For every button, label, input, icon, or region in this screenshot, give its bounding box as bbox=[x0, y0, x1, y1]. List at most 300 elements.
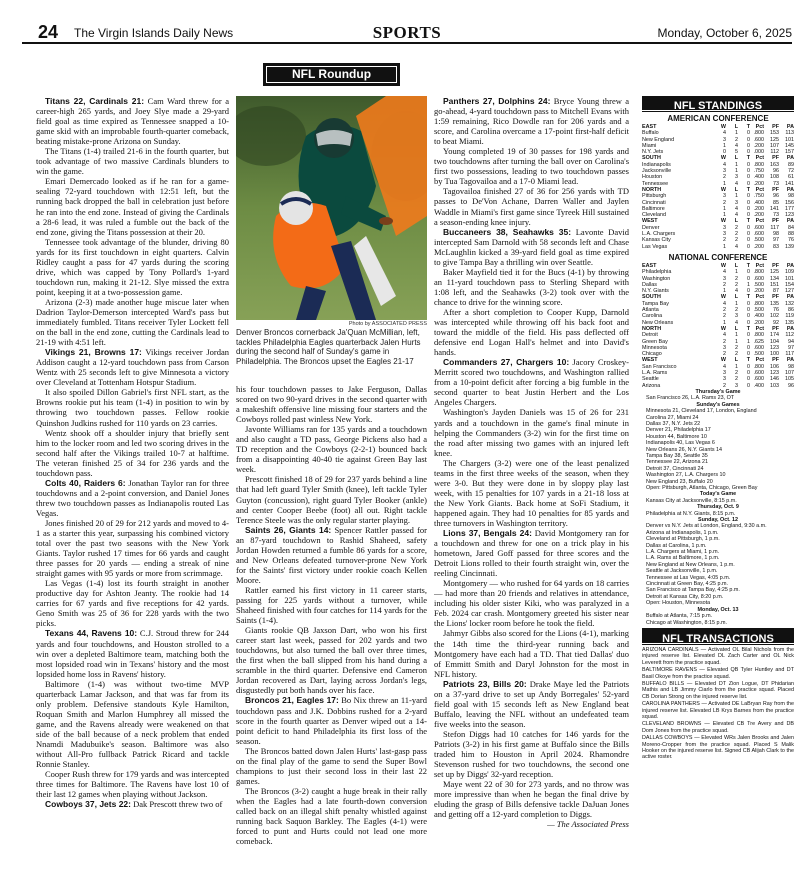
story-paragraph bbox=[36, 679, 229, 769]
stat-cell: 98 bbox=[788, 363, 794, 370]
team-name: N.Y. Jets bbox=[642, 149, 664, 156]
stat-cell: 0 bbox=[747, 193, 750, 200]
paragraph-text: Dak Prescott threw two of bbox=[133, 799, 223, 810]
team-name: Seattle bbox=[642, 376, 659, 383]
stat-cell: .750 bbox=[753, 193, 764, 200]
stat-cell: 2 bbox=[723, 338, 726, 345]
story-paragraph bbox=[236, 585, 427, 625]
stat-cell: 177 bbox=[785, 205, 794, 212]
column-header: Pct bbox=[755, 357, 764, 364]
stat-cell: 1 bbox=[723, 212, 726, 219]
paragraph-text: Javonte Williams ran for 135 yards and a touchdown and also caught a TD pass, George Pickens also had a TD reception and the Cowboys (2-2-1) bounced back from a disappointing 40-40 tie against Green Bay last week. bbox=[236, 424, 427, 475]
stat-cell: 4 bbox=[735, 180, 738, 187]
stat-cell: 157 bbox=[785, 149, 794, 156]
column-header: Pct bbox=[755, 294, 764, 301]
paragraph-text: David Montgomery ran for a touchdown and threw for one on a trick play in his hometown, Jared Goff passed for three scores and the Detroit Lions rolled to their fourth straight win, over the reeling Cincinnati. bbox=[434, 528, 629, 579]
story-paragraph bbox=[36, 769, 229, 799]
stat-cell: .200 bbox=[753, 142, 764, 149]
schedule-line: New England 23, Buffalo 20 bbox=[646, 478, 713, 485]
column-header: PF bbox=[772, 186, 779, 193]
issue-date: Monday, October 6, 2025 bbox=[657, 26, 792, 40]
stat-cell: 1 bbox=[747, 338, 750, 345]
transaction-item: BUFFALO BILLS — Elevated DT Zion Logue, DT Phidarian Mathis and LB Jimmy Ciarlo from the practice squad. Placed CB Dorian Strong on the injured reserve list. bbox=[642, 680, 794, 700]
conference-title: AMERICAN CONFERENCE bbox=[667, 114, 769, 123]
schedule-heading: Monday, Oct. 13 bbox=[697, 606, 739, 613]
schedule-line: San Francisco at Tampa Bay, 4:25 p.m. bbox=[646, 587, 740, 594]
stat-cell: 2 bbox=[735, 376, 738, 383]
stat-cell: 156 bbox=[785, 199, 794, 206]
game-headline: Lions 37, Bengals 24: bbox=[443, 528, 532, 539]
division-name: WEST bbox=[642, 218, 658, 225]
team-name: Cincinnati bbox=[642, 199, 666, 206]
story-paragraph bbox=[236, 525, 427, 585]
paragraph-text: Maye went 22 of 30 for 273 yards, and no throw was more impressive than when he began the final drive by eluding the grasp of Bills defensive tackle DaJuan Jones and getting off a 12-yard completion to Diggs. bbox=[434, 779, 629, 820]
stat-cell: 3 bbox=[723, 275, 726, 282]
team-name: Tennessee bbox=[642, 180, 669, 187]
stat-cell: 2 bbox=[723, 351, 726, 358]
stat-cell: 135 bbox=[770, 300, 779, 307]
team-name: Washington bbox=[642, 275, 671, 282]
game-headline: Panthers 27, Dolphins 24: bbox=[443, 96, 551, 106]
game-headline: Buccaneers 38, Seahawks 35: bbox=[443, 226, 572, 237]
transactions-title: NFL TRANSACTIONS bbox=[642, 629, 794, 644]
story-paragraph bbox=[36, 518, 229, 578]
stat-cell: 0 bbox=[747, 212, 750, 219]
column-header: PA bbox=[786, 262, 794, 269]
stat-cell: 101 bbox=[785, 275, 794, 282]
paragraph-text: Baker Mayfield tied it for the Bucs (4-1) by throwing an 11-yard touchdown pass to Sterling Shepard with 1:08 left, and the Seahawks (3-2) took over with the chance to drive for the winning score. bbox=[434, 266, 629, 307]
stat-cell: 1 bbox=[723, 180, 726, 187]
stat-cell: 1 bbox=[735, 168, 738, 175]
stat-cell: 3 bbox=[723, 136, 726, 143]
stat-cell: 2 bbox=[723, 174, 726, 181]
schedule-line: Indianapolis 40, Las Vegas 6 bbox=[646, 440, 715, 447]
column-header: PA bbox=[786, 124, 794, 130]
stat-cell: 76 bbox=[773, 307, 779, 314]
column-header: L bbox=[734, 218, 738, 225]
stat-cell: 0 bbox=[747, 288, 750, 295]
column-header: Pct bbox=[755, 186, 764, 193]
column-header: W bbox=[720, 357, 726, 364]
stat-cell: .625 bbox=[753, 338, 764, 345]
game-photo bbox=[236, 96, 427, 320]
stat-cell: .800 bbox=[753, 269, 764, 276]
paragraph-text: Jones finished 20 of 29 for 212 yards and moved to 4-1 as a starter this year, surpassing his combined victory total over the past two seasons with the New York Giants. Taylor rushed 17 times for 66 yards and caught three passes for 20 yards — ending a streak of nine straight games with 95 yards or more from scrimmage. bbox=[36, 517, 229, 579]
team-name: Houston bbox=[642, 174, 663, 181]
paragraph-text: Bryce Young threw a go-ahead, 4-yard touchdown pass to Mitchell Evans with 1:59 remaining, Rico Dowdle ran for 206 yards and a score, and Carolina overcame a 17-point first-half deficit to beat Miami. bbox=[434, 96, 629, 147]
paragraph-text: Tagovailoa finished 27 of 36 for 256 yards with TD passes to De'Von Achane, Darren Waller and Jaylen Waddle in Miami's first game since Tyreek Hill sustained a season-ending knee injury. bbox=[434, 186, 629, 227]
team-name: Tampa Bay bbox=[642, 300, 669, 307]
stat-cell: 132 bbox=[785, 300, 794, 307]
stat-cell: 1 bbox=[735, 193, 738, 200]
game-headline: Vikings 21, Browns 17: bbox=[45, 347, 142, 358]
story-column-1 bbox=[36, 96, 229, 876]
paragraph-text: The Chargers (3-2) were one of the least penalized teams in the first three weeks of the season, when they were 3-0. But they were done in by sloppy play last week, with 15 penalties for 107 yards in a 21-18 loss at the New York Giants. Back home at SoFi Stadium, it happened again. They had 10 penalties for 85 yards and three turnovers in Washington territory. bbox=[434, 457, 629, 528]
stat-cell: 134 bbox=[770, 275, 779, 282]
stat-cell: 1 bbox=[735, 300, 738, 307]
story-paragraph bbox=[36, 799, 229, 809]
stat-cell: .200 bbox=[753, 288, 764, 295]
paragraph-text: Stefon Diggs had 10 catches for 146 yards for the Patriots (3-2) in his first game at Buffalo since the Bills traded him to Houston in April 2024. Rhamondre Stevenson rushed for two touchdowns, the second one set up by Diggs' 32-yard reception. bbox=[434, 728, 629, 780]
stat-cell: 0 bbox=[747, 351, 750, 358]
stat-cell: .200 bbox=[753, 243, 764, 250]
stat-cell: 0 bbox=[747, 136, 750, 143]
stat-cell: 96 bbox=[788, 382, 794, 389]
paragraph-text: Baltimore (1-4) was without two-time MVP quarterback Lamar Jackson, and that was far from its only problem. Defensive standouts Kyle Hamilton, Roquan Smith and Marlon Humphrey all missed the game, and the Ravens already were weakened on that side of the ball because of a neck problem that ended Nnamdi Madubuike's season. Baltimore was also without All-Pro fullback Patrick Ricard and tackle Ronnie Stanley. bbox=[36, 678, 229, 770]
story-paragraph bbox=[434, 729, 629, 779]
team-row bbox=[642, 244, 794, 250]
column-header: PA bbox=[786, 325, 794, 332]
stat-cell: 98 bbox=[773, 231, 779, 238]
story-paragraph bbox=[434, 267, 629, 307]
team-name: Minnesota bbox=[642, 344, 667, 351]
story-paragraph bbox=[36, 628, 229, 678]
stat-cell: 88 bbox=[788, 231, 794, 238]
schedule-line: Dallas 37, N.Y. Jets 22 bbox=[646, 420, 701, 427]
team-name: Cleveland bbox=[642, 212, 666, 219]
stat-cell: 0 bbox=[747, 369, 750, 376]
schedule-heading: Today's Game bbox=[699, 491, 737, 498]
schedule-line: Houston 44, Baltimore 10 bbox=[646, 433, 707, 440]
stat-cell: 0 bbox=[747, 243, 750, 250]
story-paragraph bbox=[236, 695, 427, 745]
schedule-heading: Thursday, Oct. 9 bbox=[697, 504, 739, 511]
column-header: W bbox=[720, 262, 726, 269]
stat-cell: 2 bbox=[735, 307, 738, 314]
schedule-line: Kansas City at Jacksonville, 8:15 p.m. bbox=[646, 497, 737, 504]
stat-cell: 0 bbox=[747, 319, 750, 326]
stat-cell: 113 bbox=[785, 130, 794, 137]
stat-cell: 4 bbox=[735, 243, 738, 250]
stat-cell: 2 bbox=[723, 313, 726, 320]
stat-cell: 4 bbox=[735, 142, 738, 149]
game-headline: Texans 44, Ravens 10: bbox=[45, 628, 138, 639]
stat-cell: 89 bbox=[788, 161, 794, 168]
schedule-line: Open: Pittsburgh, Atlanta, Chicago, Green Bay bbox=[646, 484, 758, 491]
story-paragraph bbox=[434, 146, 629, 186]
stat-cell: 102 bbox=[770, 313, 779, 320]
stat-cell: 127 bbox=[785, 288, 794, 295]
stat-cell: 0 bbox=[747, 382, 750, 389]
stat-cell: .800 bbox=[753, 300, 764, 307]
story-paragraph bbox=[434, 679, 629, 729]
paragraph-text: Wentz shook off a shoulder injury that briefly sent him to the locker room and led two scoring drives in the second half after the Vikings trailed 10-7 at halftime. The veteran finished 25 of 34 for 236 yards and the touchdown pass. bbox=[36, 427, 229, 478]
standings-rail bbox=[642, 96, 794, 878]
team-name: Las Vegas bbox=[642, 243, 668, 250]
stat-cell: .400 bbox=[753, 313, 764, 320]
stat-cell: 112 bbox=[770, 149, 779, 156]
stat-cell: 73 bbox=[773, 180, 779, 187]
game-headline: Cowboys 37, Jets 22: bbox=[45, 799, 131, 810]
stat-cell: 0 bbox=[723, 149, 726, 156]
stat-cell: 4 bbox=[735, 205, 738, 212]
column-header: PA bbox=[786, 357, 794, 364]
stat-cell: 112 bbox=[785, 332, 794, 339]
stat-cell: 3 bbox=[735, 313, 738, 320]
story-paragraph bbox=[36, 237, 229, 297]
column-header: L bbox=[734, 124, 738, 130]
stat-cell: 86 bbox=[788, 307, 794, 314]
conference-title: NATIONAL CONFERENCE bbox=[668, 252, 768, 262]
stat-cell: 1 bbox=[723, 142, 726, 149]
stat-cell: 0 bbox=[747, 332, 750, 339]
story-paragraph bbox=[434, 357, 629, 407]
story-column-3 bbox=[434, 96, 629, 876]
stat-cell: .000 bbox=[753, 149, 764, 156]
paragraph-text: Emari Demercado looked as if he ran for a game-sealing 72-yard touchdown with 12:51 left, but the running back dropped the ball in celebration just before he ran into the end zone. Instead of giving the Cardinals a 28-6 lead, it was ruled a fumble out the back of the end zone, giving the Titans possession at their 20. bbox=[36, 176, 229, 237]
stat-cell: 84 bbox=[788, 224, 794, 231]
column-header: T bbox=[746, 294, 750, 301]
stat-cell: 119 bbox=[785, 313, 794, 320]
paragraph-text: Spencer Rattler passed for an 87-yard touchdown to Rashid Shaheed, safety Jordan Howden returned a fumble 86 yards for a score, and New Orleans defeated turnover-prone New York for the Saints' first victory under rookie coach Kellen Moore. bbox=[236, 524, 427, 585]
column-header: W bbox=[720, 124, 726, 130]
team-name: L.A. Rams bbox=[642, 369, 668, 376]
paragraph-text: Drake Maye led the Patriots on a 37-yard drive to set up Andy Borregales' 52-yard field goal with 15 seconds left as New England beat Buffalo, leaving the NFL without an undefeated team five weeks into the season. bbox=[434, 678, 629, 729]
team-name: Chicago bbox=[642, 351, 662, 358]
schedule-line: Buffalo at Atlanta, 7:15 p.m. bbox=[646, 613, 713, 620]
team-name: L.A. Chargers bbox=[642, 231, 676, 238]
schedule-line: Seattle at Jacksonville, 1 p.m. bbox=[646, 568, 718, 575]
stat-cell: 2 bbox=[735, 136, 738, 143]
story-paragraph bbox=[36, 578, 229, 628]
column-header: T bbox=[746, 262, 750, 269]
stat-cell: 1 bbox=[735, 269, 738, 276]
stat-cell: 135 bbox=[785, 319, 794, 326]
paragraph-text: The Broncos (3-2) caught a huge break in their rally when the Eagles had a late fourth-down conversion called back on an illegal shift penalty whistled against running back Saquon Barkley. The Eagles (4-1) were forced to punt and Hurts could not lead one more comeback. bbox=[236, 785, 427, 847]
paragraph-text: Las Vegas (1-4) lost its fourth straight in another productive day for Ashton Jeanty. The rookie had 14 carries for 67 yards and five receptions for 42 yards. Geno Smith was 25 of 36 for 228 yards with the two picks. bbox=[36, 578, 229, 629]
column-header: L bbox=[734, 325, 738, 332]
stat-cell: 0 bbox=[747, 344, 750, 351]
stat-cell: 4 bbox=[723, 363, 726, 370]
stat-cell: 4 bbox=[723, 130, 726, 137]
story-paragraph bbox=[434, 779, 629, 819]
stat-cell: 4 bbox=[735, 212, 738, 219]
stat-cell: 105 bbox=[785, 376, 794, 383]
stat-cell: .800 bbox=[753, 161, 764, 168]
stat-cell: 154 bbox=[785, 281, 794, 288]
stat-cell: .500 bbox=[753, 351, 764, 358]
stat-cell: 1 bbox=[723, 319, 726, 326]
schedule-line: L.A. Chargers at Miami, 1 p.m. bbox=[646, 549, 720, 556]
stat-cell: 106 bbox=[770, 363, 779, 370]
team-name: San Francisco bbox=[642, 363, 677, 370]
story-paragraph bbox=[236, 424, 427, 474]
column-header: PF bbox=[772, 262, 779, 269]
column-header: PF bbox=[772, 357, 779, 364]
stat-cell: 3 bbox=[723, 224, 726, 231]
stat-cell: 151 bbox=[770, 281, 779, 288]
schedule-line: Dallas at Carolina, 1 p.m. bbox=[646, 542, 707, 549]
schedule-line: New England at New Orleans, 1 p.m. bbox=[646, 561, 735, 568]
team-name: Philadelphia bbox=[642, 269, 672, 276]
paragraph-text: Giants rookie QB Jaxson Dart, who won his first career start last week, passed for 202 yards and two touchdowns, but also turned the ball over three times, the first when the ball slipped from his hand during a scramble in the third quarter. Defensive end Cameron Jordan recovered as Dart, laying across Jordan's legs, disgustedly put both hands over his face. bbox=[236, 625, 427, 696]
paragraph-text: Montgomery — who rushed for 64 yards on 18 carries — had more than 20 friends and relatives in attendance, including his older sister Kiki, who was paralyzed in a Feb. 2024 car crash. Montgomery greeted his sister near the Lions' locker room before he took the field. bbox=[434, 578, 629, 629]
stat-cell: .500 bbox=[753, 307, 764, 314]
story-paragraph bbox=[236, 474, 427, 524]
paragraph-text: Vikings receiver Jordan Addison caught a 12-yard touchdown pass from Carson Wentz with 25 seconds left to give Minnesota a victory over Cleveland at Tottenham Hotspur Stadium. bbox=[36, 347, 229, 388]
stat-cell: 0 bbox=[747, 300, 750, 307]
story-paragraph bbox=[36, 96, 229, 146]
schedule-line: Denver 21, Philadelphia 17 bbox=[646, 427, 711, 434]
column-header: Pct bbox=[755, 262, 764, 269]
division-name: NORTH bbox=[642, 186, 662, 193]
stat-cell: 103 bbox=[770, 382, 779, 389]
schedule-heading: Thursday's Game bbox=[695, 388, 741, 395]
column-header: L bbox=[734, 155, 738, 162]
newspaper-name: The Virgin Islands Daily News bbox=[74, 26, 234, 40]
division-name: NORTH bbox=[642, 325, 662, 332]
stat-cell: 97 bbox=[773, 237, 779, 244]
team-name: Buffalo bbox=[642, 130, 659, 137]
paragraph-text: Lavonte David intercepted Sam Darnold with 58 seconds left and Chase McLaughlin kicked a 39-yard field goal as time expired to give Tampa Bay a thrilling win over Seattle. bbox=[434, 226, 629, 267]
stat-cell: 87 bbox=[773, 288, 779, 295]
stat-cell: 104 bbox=[770, 338, 779, 345]
stat-cell: .600 bbox=[753, 376, 764, 383]
game-headline: Colts 40, Raiders 6: bbox=[45, 477, 126, 488]
football-tackle-illustration bbox=[236, 96, 427, 320]
stat-cell: 141 bbox=[785, 180, 794, 187]
transaction-item: CAROLINA PANTHERS — Activated DE LaBryan Ray from the injured reserve list. Elevated LB Krys Barnes from the practice squad. bbox=[642, 701, 794, 720]
stat-cell: 108 bbox=[770, 174, 779, 181]
team-name: Detroit bbox=[642, 332, 658, 339]
story-paragraph bbox=[236, 746, 427, 786]
paragraph-text: Arizona (2-3) made another huge miscue later when Dadrion Taylor-Demerson intercepted Ward's pass but immediately fumbled. Titans receiver Tyler Lockett fell on the ball in the end zone, cutting the Cardinals lead to 21-19 with 4:51 left. bbox=[36, 296, 229, 348]
stat-cell: 163 bbox=[770, 161, 779, 168]
story-paragraph bbox=[434, 307, 629, 357]
stat-cell: 1 bbox=[723, 288, 726, 295]
stat-cell: 0 bbox=[747, 168, 750, 175]
page-number: 24 bbox=[38, 22, 59, 42]
standings-table bbox=[642, 263, 794, 389]
stat-cell: 5 bbox=[735, 149, 738, 156]
team-name: Indianapolis bbox=[642, 161, 671, 168]
transaction-item: BALTIMORE RAVENS — Elevated QB Tyler Huntley and DT Basil Okoye from the practice squad. bbox=[642, 667, 794, 680]
schedule-line: Tennessee at Las Vegas, 4:05 p.m. bbox=[646, 574, 731, 581]
stat-cell: 0 bbox=[747, 269, 750, 276]
stat-cell: 139 bbox=[785, 243, 794, 250]
stat-cell: 1 bbox=[735, 363, 738, 370]
stat-cell: 123 bbox=[770, 369, 779, 376]
team-name: N.Y. Giants bbox=[642, 288, 669, 295]
schedule-line: Cincinnati at Green Bay, 4:25 p.m. bbox=[646, 581, 728, 588]
column-header: T bbox=[746, 124, 750, 130]
game-headline: Titans 22, Cardinals 21: bbox=[45, 96, 145, 106]
stat-cell: 125 bbox=[770, 136, 779, 143]
schedule-line: Carolina 27, Miami 24 bbox=[646, 414, 699, 421]
column-header: T bbox=[746, 155, 750, 162]
paragraph-text: Jacory Croskey-Merritt scored two touchdowns, and Washington rallied from a 10-point deficit after forcing a big fumble in the second quarter to beat Justin Herbert and the Los Angeles Chargers. bbox=[434, 357, 629, 408]
schedule-line: Philadelphia at N.Y. Giants, 8:15 p.m. bbox=[646, 510, 736, 517]
game-headline: Saints 26, Giants 14: bbox=[245, 524, 332, 535]
stat-cell: .600 bbox=[753, 275, 764, 282]
stat-cell: 0 bbox=[747, 376, 750, 383]
stat-cell: 3 bbox=[723, 168, 726, 175]
stat-cell: 0 bbox=[747, 130, 750, 137]
stat-cell: .200 bbox=[753, 319, 764, 326]
team-name: Pittsburgh bbox=[642, 193, 667, 200]
stat-cell: 3 bbox=[723, 344, 726, 351]
story-paragraph bbox=[434, 458, 629, 528]
stat-cell: 4 bbox=[723, 332, 726, 339]
team-name: Baltimore bbox=[642, 205, 665, 212]
column-header: PF bbox=[772, 325, 779, 332]
column-header: PF bbox=[772, 294, 779, 301]
stat-cell: 141 bbox=[770, 205, 779, 212]
column-header: PF bbox=[772, 155, 779, 162]
stat-cell: 2 bbox=[723, 382, 726, 389]
game-headline: Commanders 27, Chargers 10: bbox=[443, 357, 570, 368]
paragraph-text: Cam Ward threw for a career-high 265 yards, and Joey Slye made a 29-yard field goal as time expired as Tennessee snapped a 10-game skid with an improbable fourth-quarter comeback, beating mistake-prone Arizona on Sunday. bbox=[36, 96, 229, 147]
stat-cell: .200 bbox=[753, 212, 764, 219]
stat-cell: 73 bbox=[773, 212, 779, 219]
schedule-line: L.A. Rams at Baltimore, 1 p.m. bbox=[646, 555, 720, 562]
schedule-line: Open: Houston, Minnesota bbox=[646, 600, 711, 607]
stat-cell: 4 bbox=[735, 319, 738, 326]
game-headline: Patriots 23, Bills 20: bbox=[443, 678, 527, 689]
photo-caption: Denver Broncos cornerback Ja'Quan McMillian, left, tackles Philadelphia Eagles quarterback Jalen Hurts during the second half of Sunday's game in Philadelphia. The Broncos upset the Eagles 21-17 bbox=[236, 328, 421, 366]
stat-cell: 0 bbox=[747, 180, 750, 187]
paragraph-text: Jahmyr Gibbs also scored for the Lions (4-1), marking the 14th time the third-year running back and Montgomery have each had a TD. That tied Dallas' duo of Emmitt Smith and Daryl Johnston for the most in NFL history. bbox=[434, 628, 629, 679]
stat-cell: 123 bbox=[770, 344, 779, 351]
story-paragraph bbox=[236, 625, 427, 695]
stat-cell: .600 bbox=[753, 224, 764, 231]
team-name: Dallas bbox=[642, 281, 657, 288]
stat-cell: 107 bbox=[785, 369, 794, 376]
team-name: Green Bay bbox=[642, 338, 668, 345]
schedule-line: Detroit 37, Cincinnati 24 bbox=[646, 465, 704, 472]
column-header: PA bbox=[786, 218, 794, 225]
stat-cell: 0 bbox=[747, 237, 750, 244]
stat-cell: 1 bbox=[723, 243, 726, 250]
stat-cell: 96 bbox=[773, 168, 779, 175]
game-headline: Broncos 21, Eagles 17: bbox=[245, 695, 339, 706]
stat-cell: 0 bbox=[747, 231, 750, 238]
paragraph-text: Tennessee took advantage of the blunder, driving 80 yards for its first touchdown in eight quarters. Calvin Ridley caught a pass for 47 yards during the scoring drive, which was capped by Tony Pollard's 1-yard touchdown run, making it 21-12. Slye missed the extra point, keeping it at a two-possession game. bbox=[36, 236, 229, 297]
stat-cell: .600 bbox=[753, 231, 764, 238]
stat-cell: 3 bbox=[735, 382, 738, 389]
column-header: W bbox=[720, 325, 726, 332]
page-header bbox=[22, 0, 792, 44]
stat-cell: 2 bbox=[735, 224, 738, 231]
story-paragraph bbox=[36, 176, 229, 236]
stat-cell: 3 bbox=[723, 376, 726, 383]
story-paragraph bbox=[36, 347, 229, 387]
stat-cell: 72 bbox=[788, 168, 794, 175]
column-header: Pct bbox=[755, 218, 764, 225]
stat-cell: .400 bbox=[753, 174, 764, 181]
story-paragraph bbox=[434, 186, 629, 226]
schedule bbox=[642, 389, 794, 626]
paragraph-text: his four touchdown passes to Jake Ferguson, Dallas scored on two 90-yard drives in the second quarter with a makeshift offensive line missing four starters and the Cowboys rolled past winless New York. bbox=[236, 384, 427, 425]
division-name: EAST bbox=[642, 262, 657, 269]
stat-cell: .800 bbox=[753, 332, 764, 339]
stat-cell: .800 bbox=[753, 363, 764, 370]
stat-cell: 0 bbox=[747, 205, 750, 212]
column-header: Pct bbox=[755, 155, 764, 162]
team-name: Denver bbox=[642, 224, 660, 231]
paragraph-text: Cooper Rush threw for 179 yards and was intercepted three times for Baltimore. The Ravens have lost 10 of their last 12 games when playing without Jackson. bbox=[36, 769, 229, 800]
story-paragraph bbox=[434, 628, 629, 678]
stat-cell: .500 bbox=[753, 237, 764, 244]
stat-cell: 61 bbox=[788, 174, 794, 181]
stat-cell: 2 bbox=[735, 369, 738, 376]
column-header: T bbox=[746, 325, 750, 332]
stat-cell: .200 bbox=[753, 180, 764, 187]
stat-cell: 2 bbox=[723, 307, 726, 314]
column-header: Pct bbox=[755, 325, 764, 332]
schedule-line: Cleveland at Pittsburgh, 1 p.m. bbox=[646, 536, 720, 543]
stat-cell: 117 bbox=[785, 351, 794, 358]
